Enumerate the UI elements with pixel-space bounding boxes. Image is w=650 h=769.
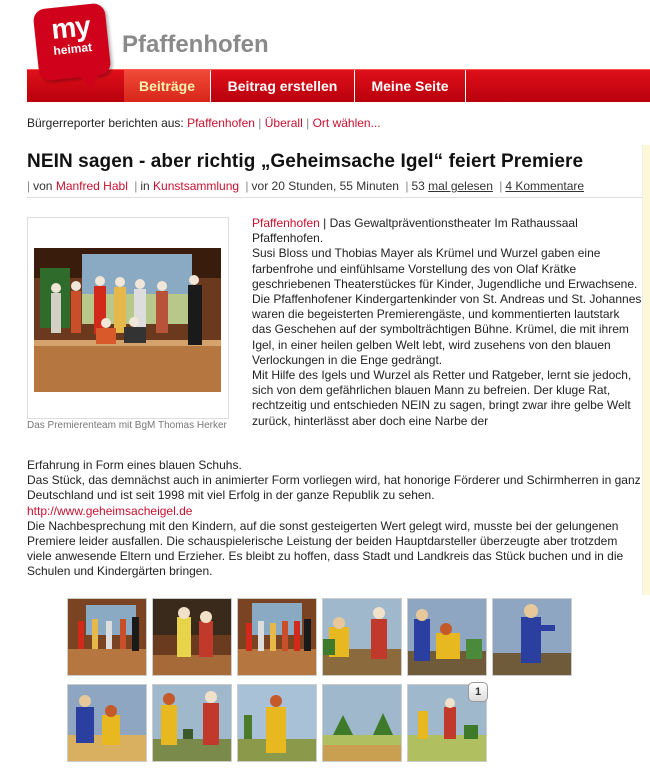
reporter-location-bar [27,116,381,130]
separator: | [258,116,262,130]
intro-paragraph [252,216,642,246]
gallery-thumbnail[interactable] [237,684,317,762]
author-link[interactable]: Manfred Habl [55,179,128,193]
article-body-main [27,458,642,580]
site-title[interactable]: Pfaffenhofen [122,31,269,58]
logo-text-heimat: heimat [52,39,93,58]
myheimat-logo[interactable] [32,2,111,81]
reporter-prefix: Bürgerreporter berichten aus: [27,116,184,130]
logo-text-my: my [49,10,92,46]
location-tag-link[interactable]: Pfaffenhofen [252,216,320,230]
separator: | [245,179,249,193]
tab-beitraege[interactable]: Beiträge [124,70,211,102]
article-paragraph-2: Mit Hilfe des Igels und Wurzel als Retter und Ratgeber, lernt sie jedoch, sich von dem gefährlichen blauen Mann zu befreien. Der kluge Rat, rechtzeitig und entschieden NEIN zu sagen, bringt zwar ihre gelbe Welt zurück, hinterlässt aber doch eine Narbe der [252,368,632,428]
gallery-thumbnail[interactable] [67,598,147,676]
reads-count: 53 [411,179,425,193]
article-body-intro [252,216,642,429]
meta-von-label: von [33,179,53,193]
location-link-pfaffenhofen[interactable]: Pfaffenhofen [187,116,255,130]
main-nav [27,69,650,102]
logo-speech-tail [80,73,102,91]
article-paragraph-1: Susi Bloss und Thobias Mayer als Krümel und Wurzel gaben eine farbenfrohe und einfühlsame Vorstellung des von Olaf Krätke geschriebenen Theaterstückes für Kinder, Jugendliche und Erwachsene. Die Pfaffenhofener Kindergartenkinder von St. Andreas und St. Johannes waren die begeisterten Premierengäste, und kommentierten lautstark das Geschehen auf der symbolträchtigen Bühne. Krümel, die mit ihrem Igel, in einer heilen gelben Welt lebt, wird zusehens von den blauen Verlockungen in die Enge gedrängt. [252,246,642,367]
gallery-photo-count-badge: 1 [468,682,488,702]
article-photo-premiere-team[interactable] [34,248,221,392]
gallery-thumbnail[interactable] [152,598,232,676]
right-sidebar-edge [642,145,650,595]
tab-beitrag-erstellen[interactable]: Beitrag erstellen [211,70,355,102]
separator: | [27,179,31,193]
external-website-link[interactable]: http://www.geheimsacheigel.de [27,503,193,518]
article-meta [27,179,584,193]
gallery-thumbnail[interactable] [407,598,487,676]
meta-time: vor 20 Stunden, 55 Minuten [251,179,399,193]
reads-label[interactable]: mal gelesen [428,179,493,193]
article-paragraph-2-continued: Erfahrung in Form eines blauen Schuhs. [27,458,242,472]
article-paragraph-3: Das Stück, das demnächst auch in animierter Form vorliegen wird, hat honorige Förderer und Schirmherren in ganz Deutschland und ist seit 1998 mit viel Erfolg in der ganze Republik zu sehen. [27,473,641,503]
gallery-thumbnail[interactable] [322,598,402,676]
gallery-thumbnail[interactable] [237,598,317,676]
article-title: NEIN sagen - aber richtig „Geheimsache Igel“ feiert Premiere [27,151,584,172]
location-link-ueberall[interactable]: Überall [264,116,303,130]
gallery-thumbnail[interactable] [67,684,147,762]
comments-link[interactable]: 4 Kommentare [505,179,585,193]
photo-caption: Das Premierenteam mit BgM Thomas Herker [27,420,227,431]
divider [27,197,642,198]
separator: | [306,116,310,130]
tab-meine-seite[interactable]: Meine Seite [355,70,466,102]
gallery-thumbnail[interactable] [322,684,402,762]
separator: | [134,179,138,193]
gallery-thumbnail[interactable] [152,684,232,762]
intro-text: | Das Gewaltpräventionstheater Im Rathaussaal Pfaffenhofen. [252,216,578,246]
article-paragraph-4: Die Nachbesprechung mit den Kindern, auf die sonst gesteigerten Wert gelegt wird, musste bei der gelungenen Premiere leider ausfallen. Die schauspielerische Leistung der beiden Hauptdarsteller überzeugte aber trotzdem viele anwesende Eltern und Erzieher. Es bleibt zu hoffen, dass Stadt und Landkreis das Stück buchen und in die Schulen und Kindergärten bringen. [27,518,624,579]
gallery-thumbnail[interactable] [492,598,572,676]
article-photo-frame[interactable] [27,217,229,419]
separator: | [405,179,409,193]
meta-in-label: in [140,179,150,193]
location-link-ort-waehlen[interactable]: Ort wählen... [312,116,381,130]
separator: | [499,179,503,193]
category-link[interactable]: Kunstsammlung [153,179,240,193]
